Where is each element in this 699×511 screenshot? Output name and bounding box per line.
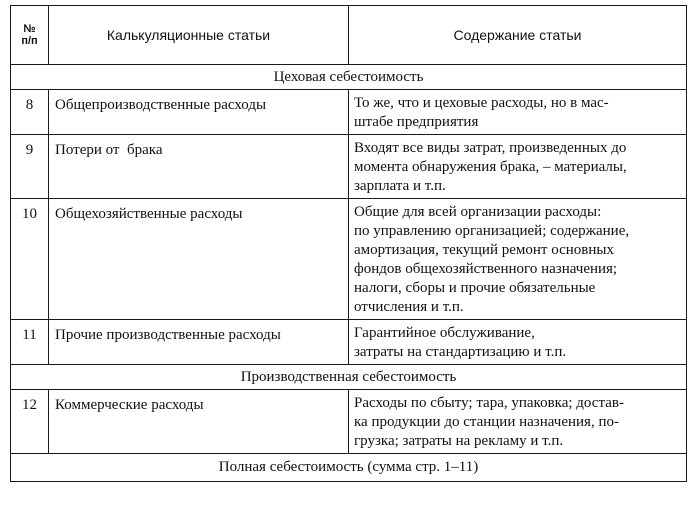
row-content-line: штабе предприятия <box>354 114 479 130</box>
table-row <box>11 320 687 365</box>
table-row <box>11 390 687 454</box>
row-content <box>349 320 687 365</box>
section-row-production <box>11 365 687 390</box>
row-content-line: по управлению организацией; содержание, <box>354 223 630 239</box>
section-title-production: Производственная себестоимость <box>11 365 687 390</box>
row-article: Коммерческие расходы <box>49 390 349 454</box>
row-content-line: затраты на стандартизацию и т.п. <box>354 344 567 360</box>
total-cost-label: Полная себестоимость (сумма стр. 1–11) <box>11 454 687 482</box>
row-number: 10 <box>11 199 49 320</box>
table-row <box>11 199 687 320</box>
row-content <box>349 135 687 199</box>
row-content-line: отчисления и т.п. <box>354 299 464 315</box>
row-content-line: момента обнаружения брака, – материалы, <box>354 159 627 175</box>
row-number: 12 <box>11 390 49 454</box>
row-content <box>349 90 687 135</box>
row-content-line: Общие для всей организации расходы: <box>354 204 602 220</box>
row-content-line: фондов общехозяйственного назначения; <box>354 261 618 277</box>
row-article: Прочие производственные расходы <box>49 320 349 365</box>
row-content-line: То же, что и цеховые расходы, но в мас- <box>354 95 609 111</box>
row-number: 11 <box>11 320 49 365</box>
cost-items-table <box>10 5 687 482</box>
row-content-line: налоги, сборы и прочие обязательные <box>354 280 596 296</box>
row-content-line: Расходы по сбыту; тара, упаковка; достав- <box>354 395 624 411</box>
section-title-shop: Цеховая себестоимость <box>11 65 687 90</box>
row-content <box>349 390 687 454</box>
row-article: Общехозяйственные расходы <box>49 199 349 320</box>
row-content <box>349 199 687 320</box>
row-content-line: ка продукции до станции назначения, по- <box>354 414 619 430</box>
row-content-line: Входят все виды затрат, произведенных до <box>354 140 627 156</box>
row-number: 8 <box>11 90 49 135</box>
section-row-shop <box>11 65 687 90</box>
total-row <box>11 454 687 482</box>
header-article-cell: Калькуляционные статьи <box>49 6 349 65</box>
table-header-row <box>11 6 687 65</box>
row-content-line: зарплата и т.п. <box>354 178 446 194</box>
table-row <box>11 135 687 199</box>
table-row <box>11 90 687 135</box>
row-content-line: амортизация, текущий ремонт основных <box>354 242 614 258</box>
header-number-abbr: п/п <box>21 35 38 47</box>
row-content-line: грузка; затраты на рекламу и т.п. <box>354 433 564 449</box>
row-article: Потери от брака <box>49 135 349 199</box>
row-number: 9 <box>11 135 49 199</box>
header-content-cell: Содержание статьи <box>349 6 687 65</box>
cost-items-table-wrapper <box>10 5 686 482</box>
row-content-line: Гарантийное обслуживание, <box>354 325 535 341</box>
header-number-sign: № <box>23 23 36 35</box>
header-number-cell <box>11 6 49 65</box>
row-article: Общепроизводственные расходы <box>49 90 349 135</box>
